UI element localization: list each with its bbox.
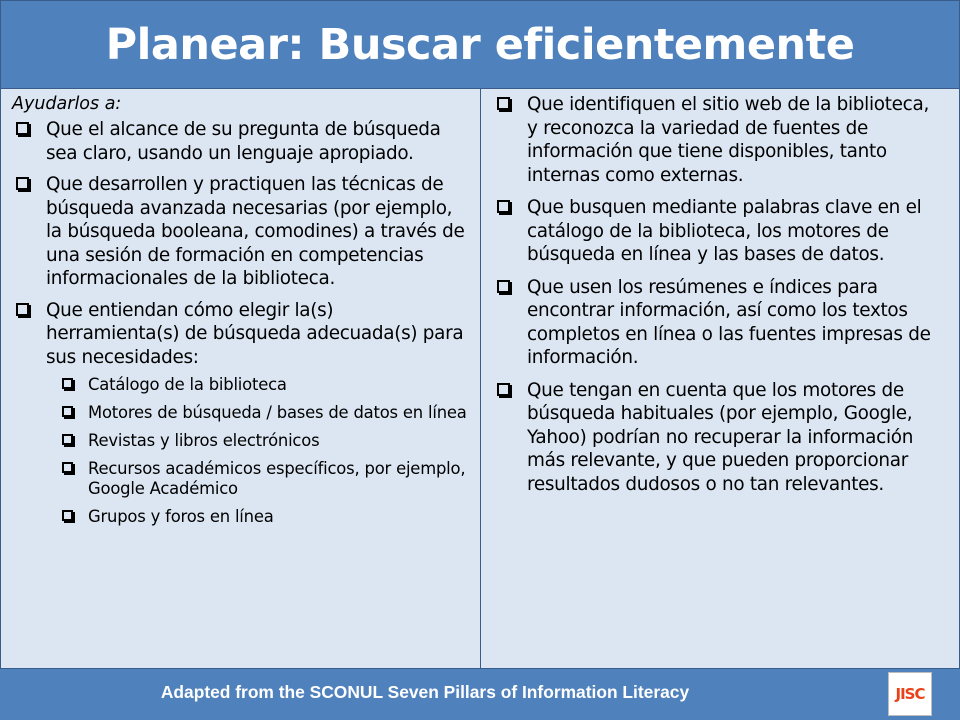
list-item [12, 299, 468, 370]
checkbox-icon [497, 383, 510, 396]
list-item-text: Que tengan en cuenta que los motores de búsqueda habituales (por ejemplo, Google, Yahoo) podrían no recuperar la información más relevante, y que pueden proporcionar resultados dudosos o no tan relevantes. [527, 379, 914, 495]
list-item-text: Que el alcance de su pregunta de búsqueda sea claro, usando un lenguaje apropiado. [46, 119, 441, 164]
right-list [493, 93, 945, 496]
sub-list-item [62, 403, 468, 423]
list-item [493, 93, 945, 187]
list-item-text: Que entiendan cómo elegir la(s) herramienta(s) de búsqueda adecuada(s) para sus necesidades: [46, 299, 464, 368]
checkbox-icon [497, 280, 510, 293]
checkbox-icon [62, 378, 73, 389]
jisc-logo: JISC [888, 672, 932, 716]
list-item [12, 173, 468, 291]
list-item-text: Que busquen mediante palabras clave en el catálogo de la biblioteca, los motores de búsqueda en línea y las bases de datos. [527, 197, 922, 265]
list-item [12, 118, 468, 165]
left-list [12, 118, 468, 369]
checkbox-icon [62, 406, 73, 417]
list-item-text: Que desarrollen y practiquen las técnicas de búsqueda avanzada necesarias (por ejemplo, la búsqueda booleana, comodines) a través de una sesión de formación en competencias informacionales de la biblioteca. [46, 174, 465, 289]
checkbox-icon [62, 434, 73, 445]
checkbox-icon [497, 97, 510, 110]
sub-list-item-text: Recursos académicos específicos, por ejemplo, Google Académico [88, 459, 466, 498]
right-column [480, 88, 960, 669]
checkbox-icon [16, 122, 29, 135]
sub-list-item-text: Catálogo de la biblioteca [88, 375, 287, 394]
sub-list-item-text: Grupos y foros en línea [88, 507, 274, 526]
checkbox-icon [62, 462, 73, 473]
left-column [0, 88, 481, 669]
sub-list-item [62, 431, 468, 451]
sub-list-item-text: Revistas y libros electrónicos [88, 431, 320, 450]
footer-bar [0, 669, 960, 720]
list-item-text: Que usen los resúmenes e índices para encontrar información, así como los textos completos en línea o las fuentes impresas de información. [527, 276, 931, 368]
sub-list-item [62, 375, 468, 395]
sub-list-item-text: Motores de búsqueda / bases de datos en línea [88, 403, 467, 422]
checkbox-icon [16, 303, 29, 316]
list-item [493, 379, 945, 497]
tools-sublist [62, 375, 468, 527]
intro-text: Ayudarlos a: [12, 94, 122, 114]
list-item-text: Que identifiquen el sitio web de la biblioteca, y reconozca la variedad de fuentes de información que tiene disponibles, tanto internas como externas. [527, 94, 929, 186]
slide-title: Planear: Buscar eficientemente [105, 19, 855, 70]
checkbox-icon [62, 510, 73, 521]
title-bar [0, 0, 960, 89]
list-item [493, 276, 945, 370]
sub-list-item [62, 507, 468, 527]
list-item [493, 196, 945, 267]
checkbox-icon [16, 177, 29, 190]
checkbox-icon [497, 200, 510, 213]
footer-credit: Adapted from the SCONUL Seven Pillars of Information Literacy [160, 682, 690, 702]
sub-list-item [62, 459, 468, 499]
